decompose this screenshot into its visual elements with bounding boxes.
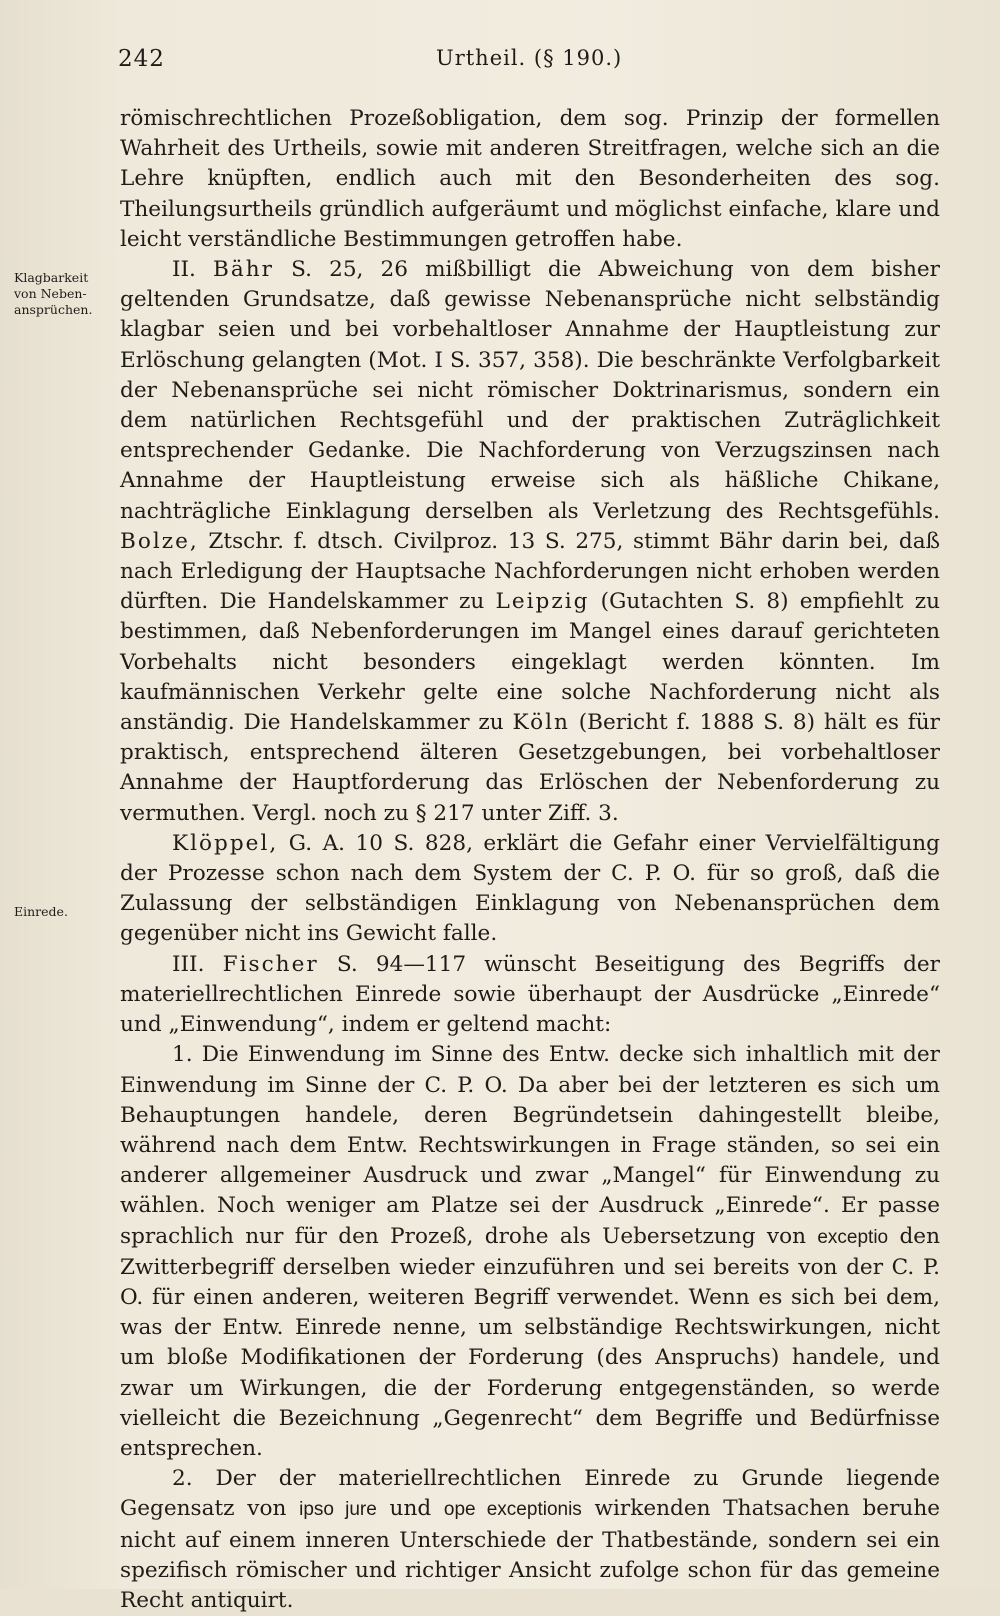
paragraph-5 [120, 1040, 940, 1464]
paragraph-text: Ztschr. f. dtsch. Civilproz. 13 S. 275, stimmt Bähr darin bei, daß nach Erledigung der Hauptsache Nachforderungen nicht erhoben werden dürften. Die Handelskammer zu [120, 528, 940, 615]
paragraph-1: römischrechtlichen Prozeßobligation, dem sog. Prinzip der formellen Wahrheit des Urtheils, sowie mit anderen Streitfragen, welche sich an die Lehre knüpften, endlich auch mit den Besonderheiten des sog. Theilungsurtheils gründlich aufgeräumt und möglichst einfache, klare und leicht verständliche Bestimmungen getroffen habe. [120, 106, 940, 252]
page-header [118, 46, 948, 86]
running-head: Urtheil. (§ 190.) [436, 46, 623, 70]
margin-note-einrede: Einrede. [14, 904, 68, 919]
latin-term: ope exceptionis [443, 1499, 582, 1521]
margin-note-klagbarkeit [14, 270, 114, 318]
paragraph-text: 2. Der der materiellrechtlichen Einrede zu Grunde liegende Gegensatz von [120, 1466, 940, 1522]
author-name: Bolze, [120, 528, 199, 554]
paragraph-text: S. 94—117 wünscht Beseitigung des Begriffs der materiellrechtlichen Einrede sowie überhaupt der Ausdrücke „Einrede“ und „Einwendung“, indem er geltend macht: [120, 951, 941, 1038]
paragraph-4 [120, 950, 940, 1041]
latin-term: ipso jure [299, 1499, 377, 1521]
paragraph-text: wirkenden Thatsachen beruhe nicht auf einem inneren Unterschiede der Thatbestände, sondern sei ein spezifisch römischer und richtiger Ansicht zufolge schon für das gemeine Recht antiquirt. [120, 1496, 941, 1613]
author-name: Klöppel, [172, 830, 279, 856]
paragraph-text: den Zwitterbegriff derselben wieder einzuführen und sei bereits von der C. P. O. für einen anderen, weiteren Begriff verwendet. Wenn es sich bei dem, was der Entw. Einrede nenne, um selbständige Rechtswirkungen, nicht um bloße Modifikationen der Forderung (des Anspruchs) handele, und zwar um Wirkungen, die der Forderung entgegenständen, so werde vielleicht die Bezeichnung „Gegenrecht“ dem Begriffe und Bedürfnisse entsprechen. [120, 1223, 940, 1461]
margin-note-line: von Neben- [14, 286, 87, 301]
paragraph-3 [120, 829, 940, 950]
margin-note-line: Klagbarkeit [14, 270, 89, 285]
author-name: Fischer [222, 951, 319, 977]
paragraph-text: G. A. 10 S. 828, erklärt die Gefahr einer Vervielfältigung der Prozesse schon nach dem System der C. P. O. für so groß, daß die Zulassung der selbständigen Einklagung von Nebenansprüchen dem gegenüber nicht ins Gewicht falle. [120, 830, 940, 947]
paragraph-text: 1. Die Einwendung im Sinne des Entw. decke sich inhaltlich mit der Einwendung im Sinne der C. P. O. Da aber bei der letzteren es sich um Behauptungen handele, deren Begründetsein dahingestellt bleibe, während nach dem Entw. Rechtswirkungen in Frage ständen, so sei ein anderer allgemeiner Ausdruck und zwar „Mangel“ für Einwendung zu wählen. Noch weniger am Platze sei der Ausdruck „Einrede“. Er passe sprachlich nur für den Prozeß, drohe als Uebersetzung von [120, 1042, 940, 1249]
section-numeral: III. [172, 951, 205, 977]
body-text [120, 104, 940, 1616]
city-name: Leipzig [495, 589, 590, 615]
paragraph-text: (Gutachten S. 8) empfiehlt zu bestimmen, daß Nebenforderungen im Mangel eines darauf gerichteten Vorbehalts nicht besonders eingeklagt werden könnten. Im kaufmännischen Verkehr gelte eine solche Nachforderung nicht als anständig. Die Handelskammer zu [120, 589, 940, 736]
paragraph-text: S. 25, 26 mißbilligt die Abweichung von dem bisher geltenden Grundsatze, daß gewisse Nebenansprüche nicht selbständig klagbar seien und bei vorbehaltloser Annahme der Hauptleistung zur Erlöschung gelangten (Mot. I S. 357, 358). Die beschränkte Verfolgbarkeit der Nebenansprüche sei nicht römischer Doktrinarismus, sondern ein dem natürlichen Rechtsgefühl und der praktischen Zuträglichkeit entsprechender Gedanke. Die Nachforderung von Verzugszinsen nach Annahme der Hauptleistung erweise sich als häßliche Chikane, nachträgliche Einklagung derselben als Verletzung des Rechtsgefühls. [120, 257, 940, 524]
paragraph-2 [120, 255, 940, 829]
author-name: Bähr [213, 257, 275, 283]
city-name: Köln [512, 710, 570, 736]
margin-note-line: ansprüchen. [14, 302, 93, 317]
section-numeral: II. [172, 257, 196, 283]
latin-term: exceptio [817, 1226, 889, 1248]
paragraph-text: und [389, 1496, 432, 1522]
paragraph-6 [120, 1464, 940, 1616]
paragraph-text: (Bericht f. 1888 S. 8) hält es für praktisch, entsprechend älteren Gesetzgebungen, bei vorbehaltloser Annahme der Hauptforderung das Erlöschen der Nebenforderung zu vermuthen. Vergl. noch zu § 217 unter Ziff. 3. [120, 710, 940, 826]
page-number: 242 [118, 46, 165, 72]
